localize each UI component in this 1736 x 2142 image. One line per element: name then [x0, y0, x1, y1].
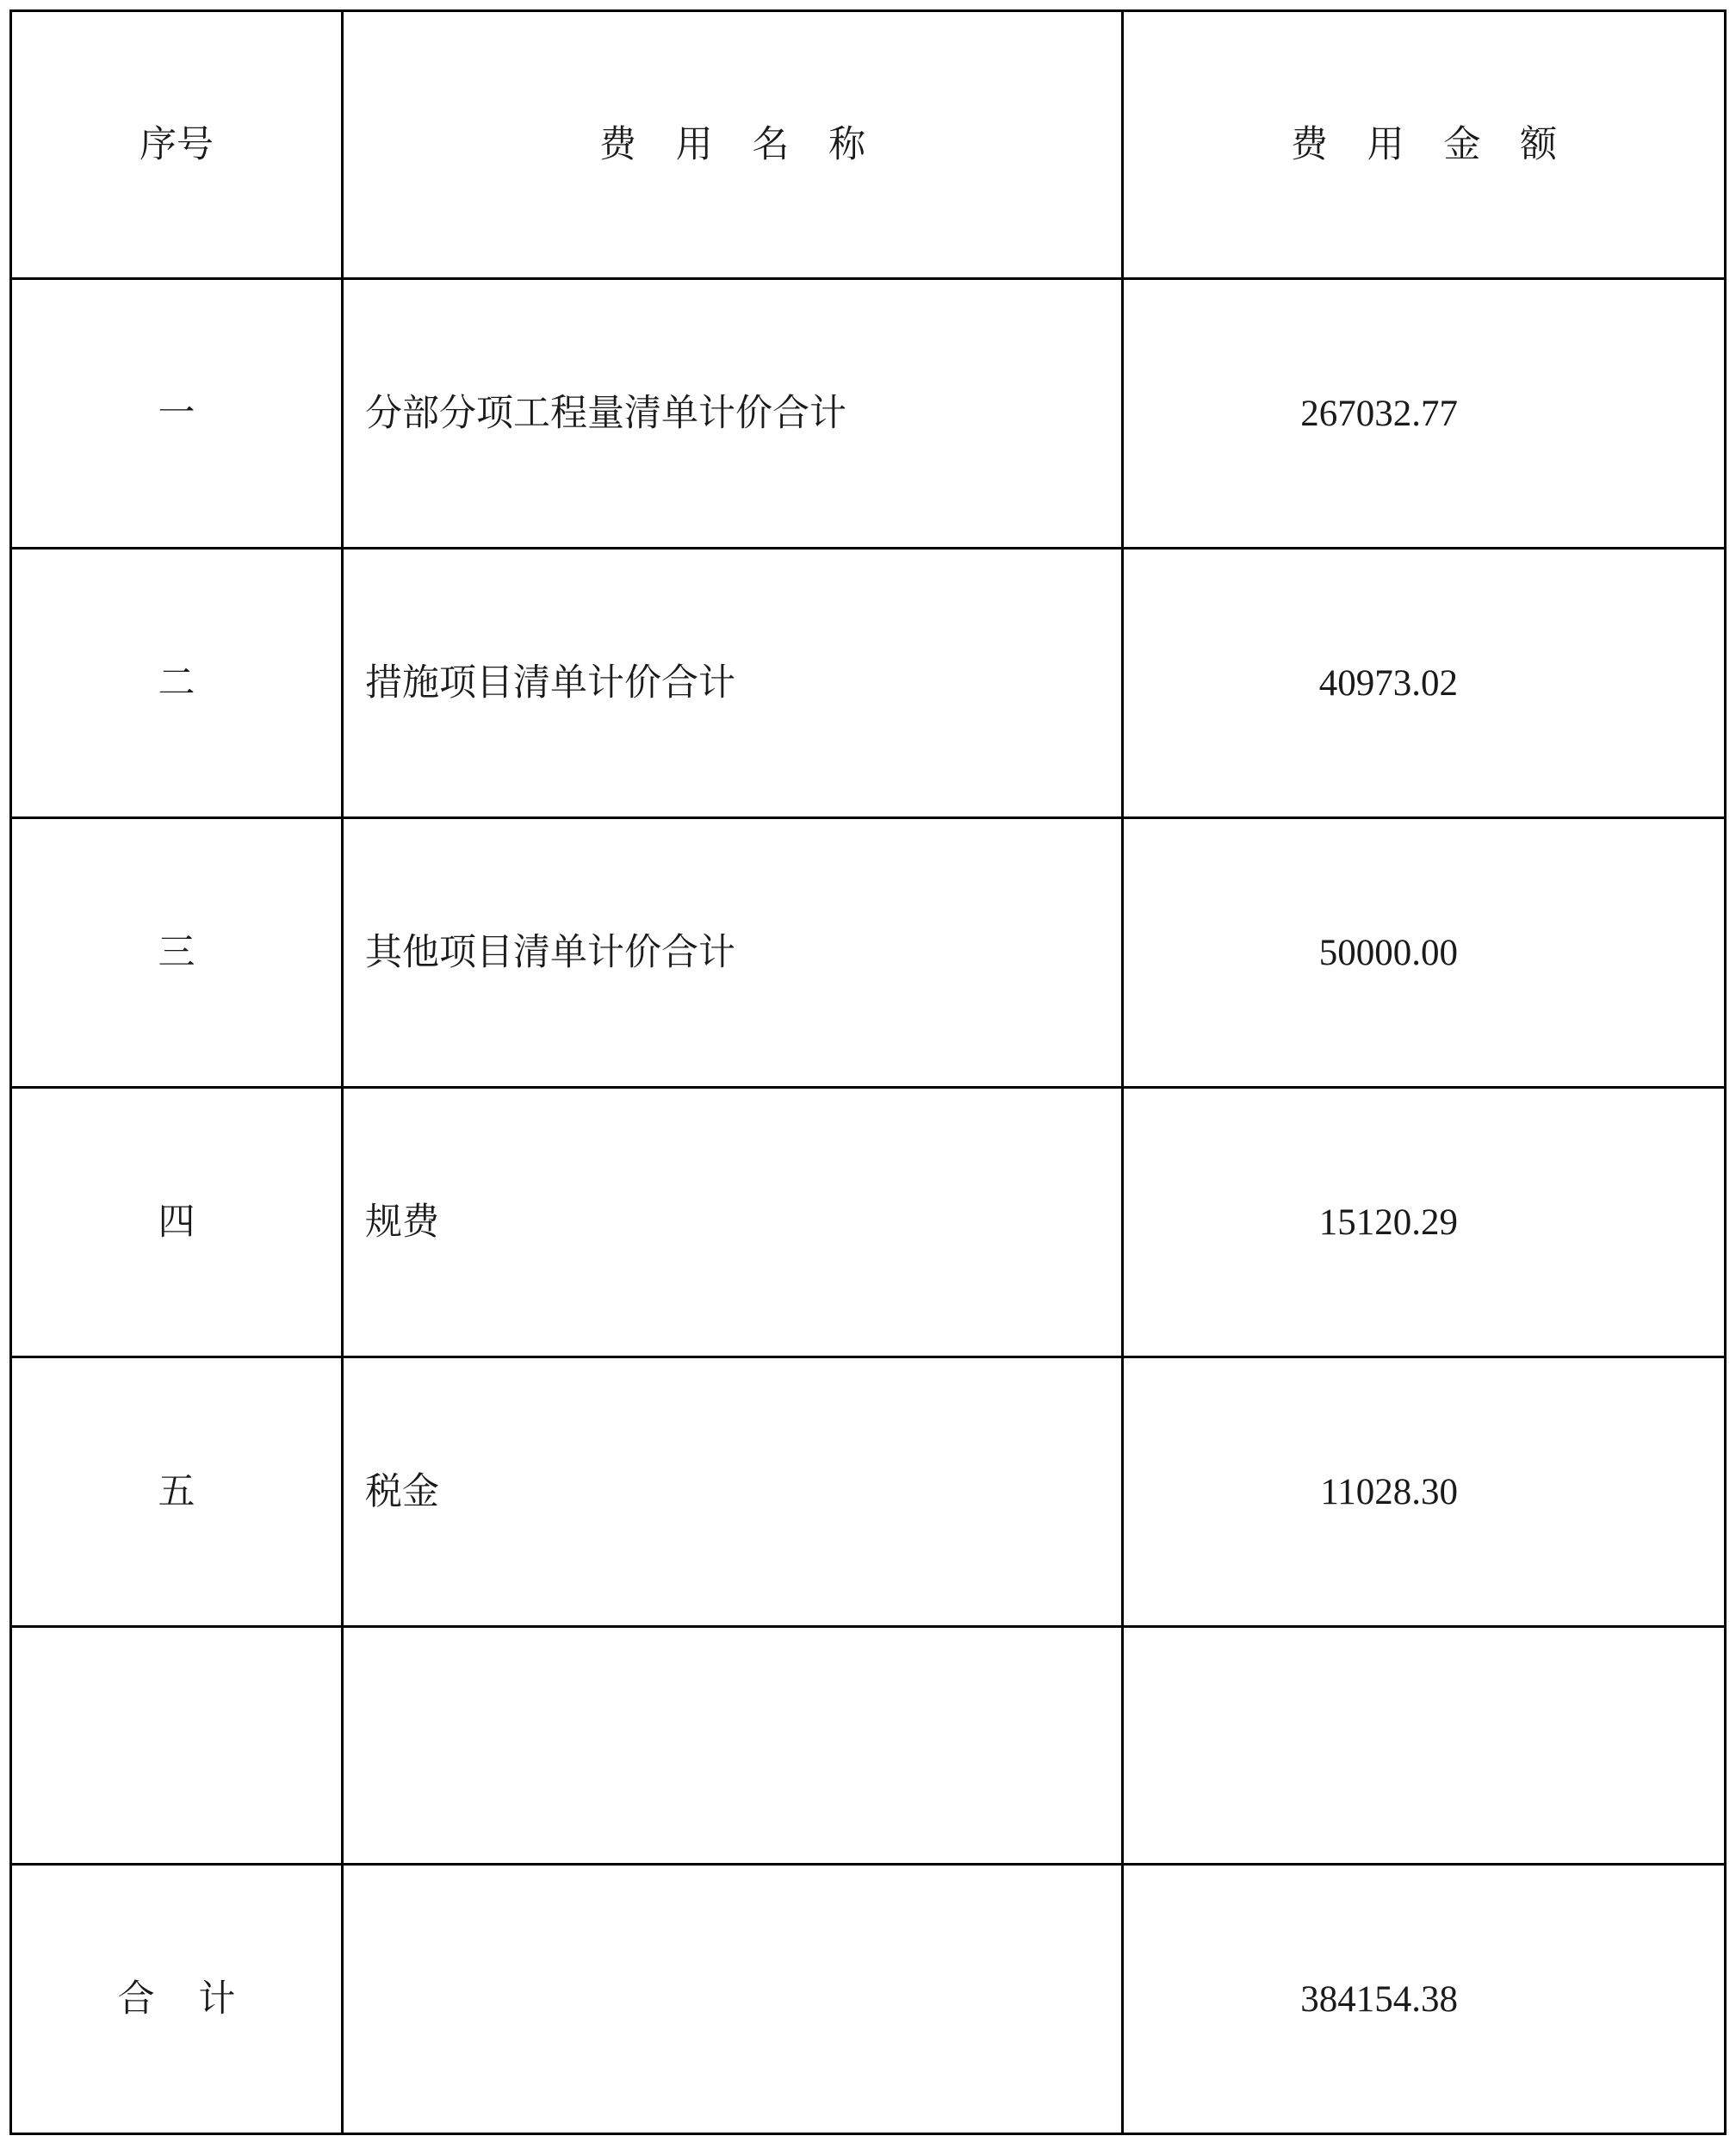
row-fee-amount: 40973.02 — [1124, 549, 1727, 819]
row-fee-amount: 15120.29 — [1124, 1089, 1727, 1358]
total-fee-name — [344, 1866, 1124, 2135]
row-index: 一 — [12, 280, 344, 549]
total-label: 合 计 — [12, 1866, 344, 2135]
row-index: 二 — [12, 549, 344, 819]
row-fee-name: 规费 — [344, 1089, 1124, 1358]
row-index: 五 — [12, 1358, 344, 1628]
row-fee-name: 税金 — [344, 1358, 1124, 1628]
empty-row-fee-name — [344, 1628, 1124, 1866]
empty-row-fee-amount — [1124, 1628, 1727, 1866]
header-index: 序号 — [12, 12, 344, 280]
cost-summary-table — [9, 9, 1727, 2135]
row-fee-name: 措施项目清单计价合计 — [344, 549, 1124, 819]
header-fee-name: 费 用 名 称 — [344, 12, 1124, 280]
row-fee-name: 其他项目清单计价合计 — [344, 819, 1124, 1089]
row-fee-name: 分部分项工程量清单计价合计 — [344, 280, 1124, 549]
total-fee-amount: 384154.38 — [1124, 1866, 1727, 2135]
empty-row-index — [12, 1628, 344, 1866]
row-index: 三 — [12, 819, 344, 1089]
header-fee-amount: 费 用 金 额 — [1124, 12, 1727, 280]
row-fee-amount: 267032.77 — [1124, 280, 1727, 549]
row-index: 四 — [12, 1089, 344, 1358]
row-fee-amount: 50000.00 — [1124, 819, 1727, 1089]
row-fee-amount: 11028.30 — [1124, 1358, 1727, 1628]
